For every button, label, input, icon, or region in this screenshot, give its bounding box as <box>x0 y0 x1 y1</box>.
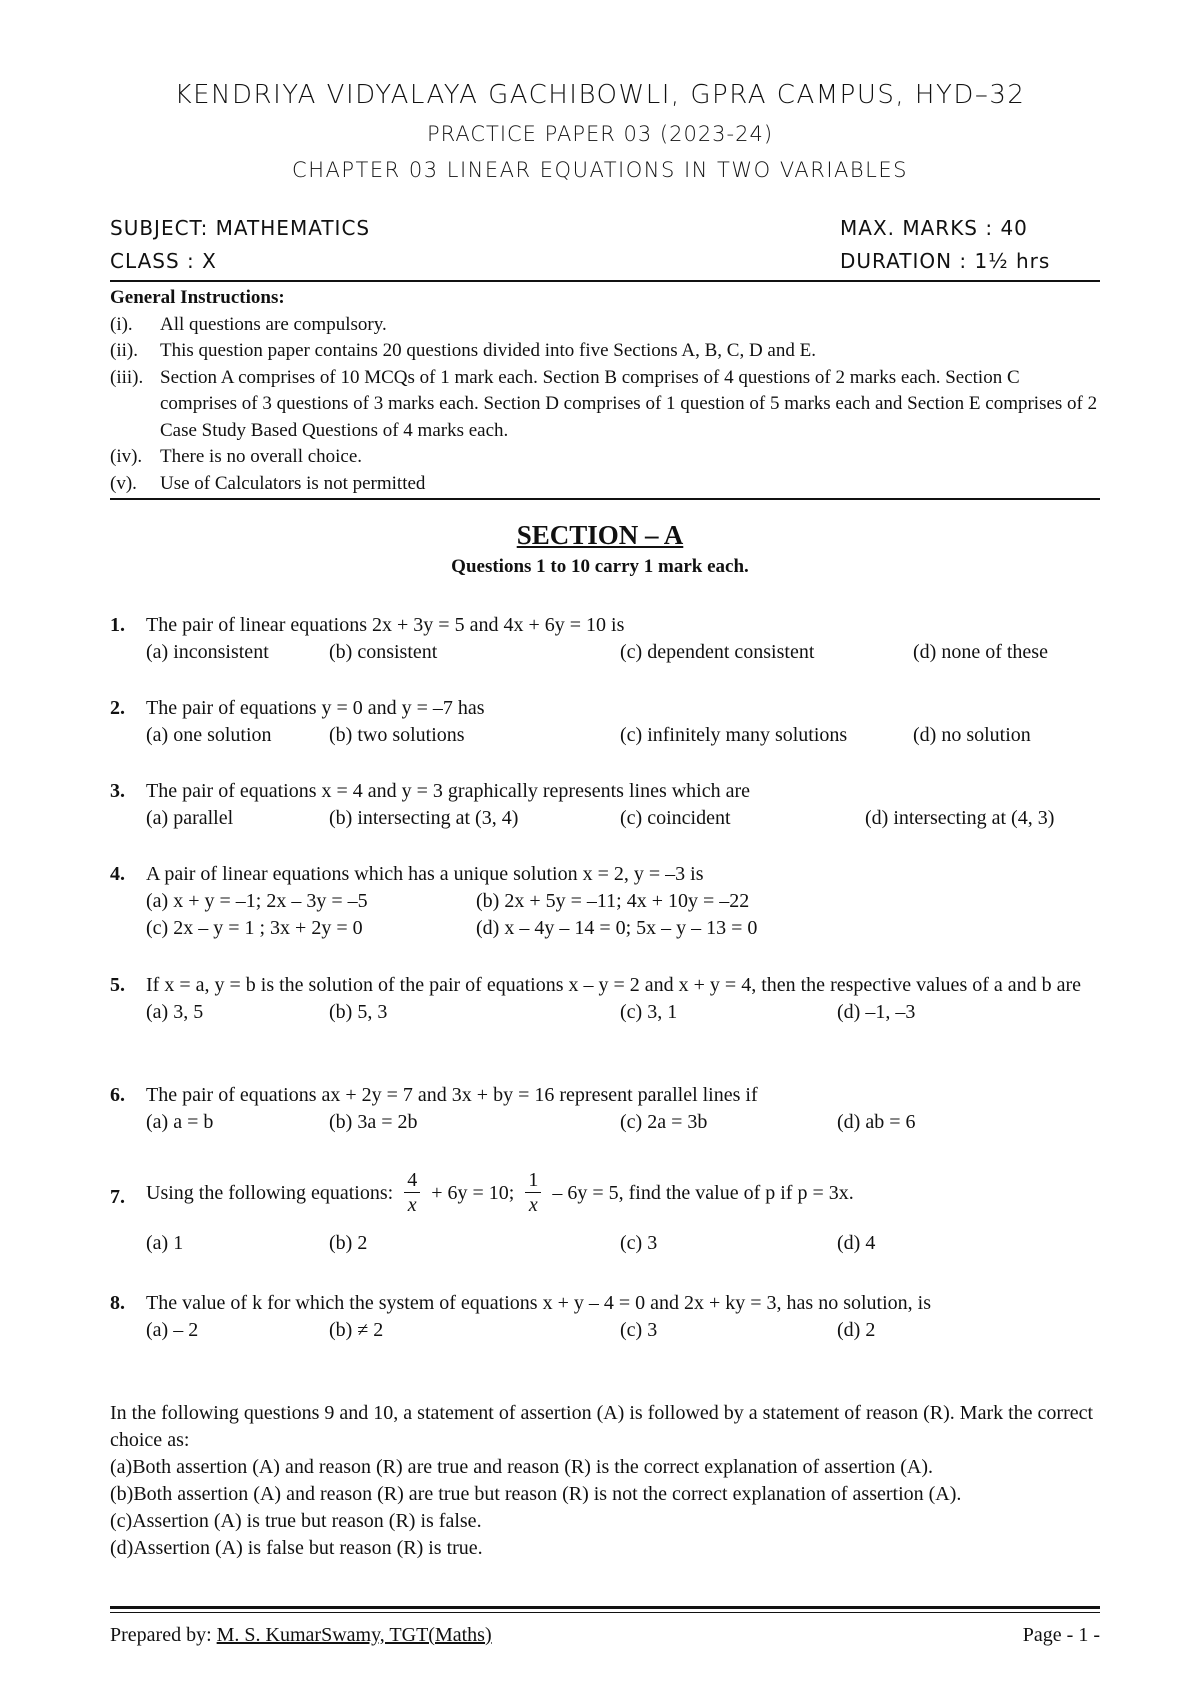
question-text-before: Using the following equations: <box>146 1182 394 1205</box>
instruction-number: (ii). <box>110 340 138 361</box>
option-c: (c) dependent consistent <box>620 641 815 663</box>
option-d: (d) no solution <box>913 724 1031 746</box>
question-3 <box>110 778 1110 832</box>
instruction-number: (v). <box>110 472 137 494</box>
question-number: 8. <box>110 1292 125 1314</box>
option-d: (d) 2 <box>837 1319 876 1341</box>
instruction-text: All questions are compulsory. <box>160 313 387 335</box>
question-8 <box>110 1290 1110 1344</box>
options <box>146 722 1110 749</box>
question-4 <box>110 861 1110 942</box>
option-c: (c) 2a = 3b <box>620 1111 708 1133</box>
school-name: KENDRIYA VIDYALAYA GACHIBOWLI, GPRA CAMPUS, HYD–32 <box>174 80 1026 110</box>
option-a: (a) parallel <box>146 807 234 829</box>
options <box>146 999 1110 1026</box>
instruction-text: Section A comprises of 10 MCQs of 1 mark each. Section B comprises of 4 questions of 2 marks each. Section C comprises of 3 questions of 3 marks each. Section D comprises of 1 question of 5 marks each and Section E comprises of 2 Case Study Based Questions of 4 marks each. <box>160 366 1098 441</box>
instruction-item <box>110 365 1100 445</box>
options <box>146 639 1110 666</box>
instructions-divider <box>110 498 1100 500</box>
instruction-item <box>110 471 1100 498</box>
duration-label: DURATION : 1½ hrs <box>840 249 1051 273</box>
header-divider <box>110 280 1100 282</box>
option-d: (d) 4 <box>837 1232 876 1254</box>
question-5 <box>110 972 1110 1026</box>
question-number: 2. <box>110 697 125 719</box>
option-c: (c) 2x – y = 1 ; 3x + 2y = 0 <box>146 917 363 939</box>
question-6 <box>110 1082 1110 1136</box>
section-title: SECTION – A <box>516 520 684 550</box>
question-number: 7. <box>110 1186 125 1208</box>
question-number: 4. <box>110 863 125 885</box>
question-2 <box>110 695 1110 749</box>
option-b: (b) ≠ 2 <box>329 1319 384 1341</box>
option-c: (c) coincident <box>620 807 731 829</box>
option-d: (d) intersecting at (4, 3) <box>865 807 1055 829</box>
question-text: The value of k for which the system of equations x + y – 4 = 0 and 2x + ky = 3, has no solution, is <box>146 1292 932 1314</box>
instructions-title: General Instructions: <box>110 287 285 308</box>
options <box>146 1230 1110 1257</box>
prepared-by-label: Prepared by: <box>110 1624 212 1646</box>
question-7 <box>110 1170 1110 1257</box>
instruction-item <box>110 338 1100 365</box>
footer-divider-thin <box>110 1612 1100 1613</box>
option-b: (b) 2 <box>329 1232 368 1254</box>
question-text: The pair of equations x = 4 and y = 3 graphically represents lines which are <box>146 780 751 802</box>
option-d: (d) –1, –3 <box>837 1001 916 1023</box>
footer-divider-thick <box>110 1606 1100 1609</box>
instruction-text: Use of Calculators is not permitted <box>160 472 426 494</box>
option-a: (a) x + y = –1; 2x – 3y = –5 <box>146 890 368 912</box>
option-a: (a) 3, 5 <box>146 1001 204 1023</box>
chapter-title: CHAPTER 03 LINEAR EQUATIONS IN TWO VARIABLES <box>292 158 908 182</box>
question-1 <box>110 612 1110 666</box>
option-b: (b) 5, 3 <box>329 1001 388 1023</box>
option-a: (a) inconsistent <box>146 641 269 663</box>
choice-a: (a)Both assertion (A) and reason (R) are true and reason (R) is the correct explanation of assertion (A). <box>110 1456 934 1478</box>
option-a: (a) one solution <box>146 724 272 746</box>
option-a: (a) 1 <box>146 1232 184 1254</box>
question-text: A pair of linear equations which has a unique solution x = 2, y = –3 is <box>146 863 704 885</box>
option-a: (a) – 2 <box>146 1319 199 1341</box>
option-b: (b) two solutions <box>329 724 465 746</box>
option-b: (b) 3a = 2b <box>329 1111 418 1133</box>
instruction-item <box>110 312 1100 339</box>
choice-c: (c)Assertion (A) is true but reason (R) is false. <box>110 1510 482 1532</box>
class-label: CLASS : X <box>110 249 217 273</box>
max-marks-label: MAX. MARKS : 40 <box>840 216 1028 240</box>
question-text: The pair of linear equations 2x + 3y = 5 and 4x + 6y = 10 is <box>146 614 625 636</box>
page-number: Page - 1 - <box>1022 1624 1100 1646</box>
question-text: The pair of equations y = 0 and y = –7 has <box>146 697 485 719</box>
instruction-number: (iv). <box>110 446 143 467</box>
section-subtitle: Questions 1 to 10 carry 1 mark each. <box>451 556 749 577</box>
option-a: (a) a = b <box>146 1111 214 1133</box>
question-text: If x = a, y = b is the solution of the pair of equations x – y = 2 and x + y = 4, then the respective values of a and b are <box>146 974 1082 996</box>
choice-b: (b)Both assertion (A) and reason (R) are true but reason (R) is not the correct explanation of assertion (A). <box>110 1483 962 1505</box>
fraction-1-over-x <box>525 1168 541 1217</box>
option-b: (b) consistent <box>329 641 438 663</box>
fraction-4-over-x <box>404 1168 420 1217</box>
options-row-1 <box>146 888 1110 915</box>
option-c: (c) infinitely many solutions <box>620 724 848 746</box>
option-c: (c) 3, 1 <box>620 1001 678 1023</box>
fraction-numerator: 1 <box>525 1168 541 1193</box>
options <box>146 1317 1110 1344</box>
question-text: The pair of equations ax + 2y = 7 and 3x + by = 16 represent parallel lines if <box>146 1084 758 1106</box>
question-text-mid: + 6y = 10; <box>431 1182 515 1205</box>
instruction-number: (iii). <box>110 366 144 388</box>
instruction-text: There is no overall choice. <box>160 446 363 467</box>
question-number: 3. <box>110 780 125 802</box>
paper-title: PRACTICE PAPER 03 (2023-24) <box>426 122 774 146</box>
option-c: (c) 3 <box>620 1232 658 1254</box>
option-d: (d) x – 4y – 14 = 0; 5x – y – 13 = 0 <box>476 917 758 939</box>
option-c: (c) 3 <box>620 1319 658 1341</box>
option-d: (d) none of these <box>913 641 1048 663</box>
option-b: (b) intersecting at (3, 4) <box>329 807 519 829</box>
question-text-after: – 6y = 5, find the value of p if p = 3x. <box>552 1182 854 1205</box>
footer <box>110 1624 1100 1647</box>
fraction-denominator: x <box>407 1194 417 1216</box>
options-row-2 <box>146 915 1110 942</box>
general-instructions <box>110 285 1100 497</box>
option-b: (b) 2x + 5y = –11; 4x + 10y = –22 <box>476 890 750 912</box>
subject-label: SUBJECT: MATHEMATICS <box>110 216 371 240</box>
options <box>146 1109 1110 1136</box>
instruction-number: (i). <box>110 313 133 335</box>
question-number: 6. <box>110 1084 125 1106</box>
option-d: (d) ab = 6 <box>837 1111 916 1133</box>
fraction-denominator: x <box>528 1194 538 1216</box>
assertion-reason-block <box>110 1400 1160 1562</box>
question-number: 1. <box>110 614 125 636</box>
instruction-item <box>110 444 1100 471</box>
question-text <box>146 1170 1110 1228</box>
question-number: 5. <box>110 974 125 996</box>
instruction-text: This question paper contains 20 questions divided into five Sections A, B, C, D and E. <box>160 340 816 361</box>
fraction-numerator: 4 <box>404 1168 420 1193</box>
options <box>146 805 1110 832</box>
choice-d: (d)Assertion (A) is false but reason (R) is true. <box>110 1537 483 1559</box>
author-name: M. S. KumarSwamy, TGT(Maths) <box>216 1624 492 1646</box>
assertion-reason-intro: In the following questions 9 and 10, a statement of assertion (A) is followed by a statement of reason (R). Mark the correct choice as: <box>110 1402 1094 1451</box>
